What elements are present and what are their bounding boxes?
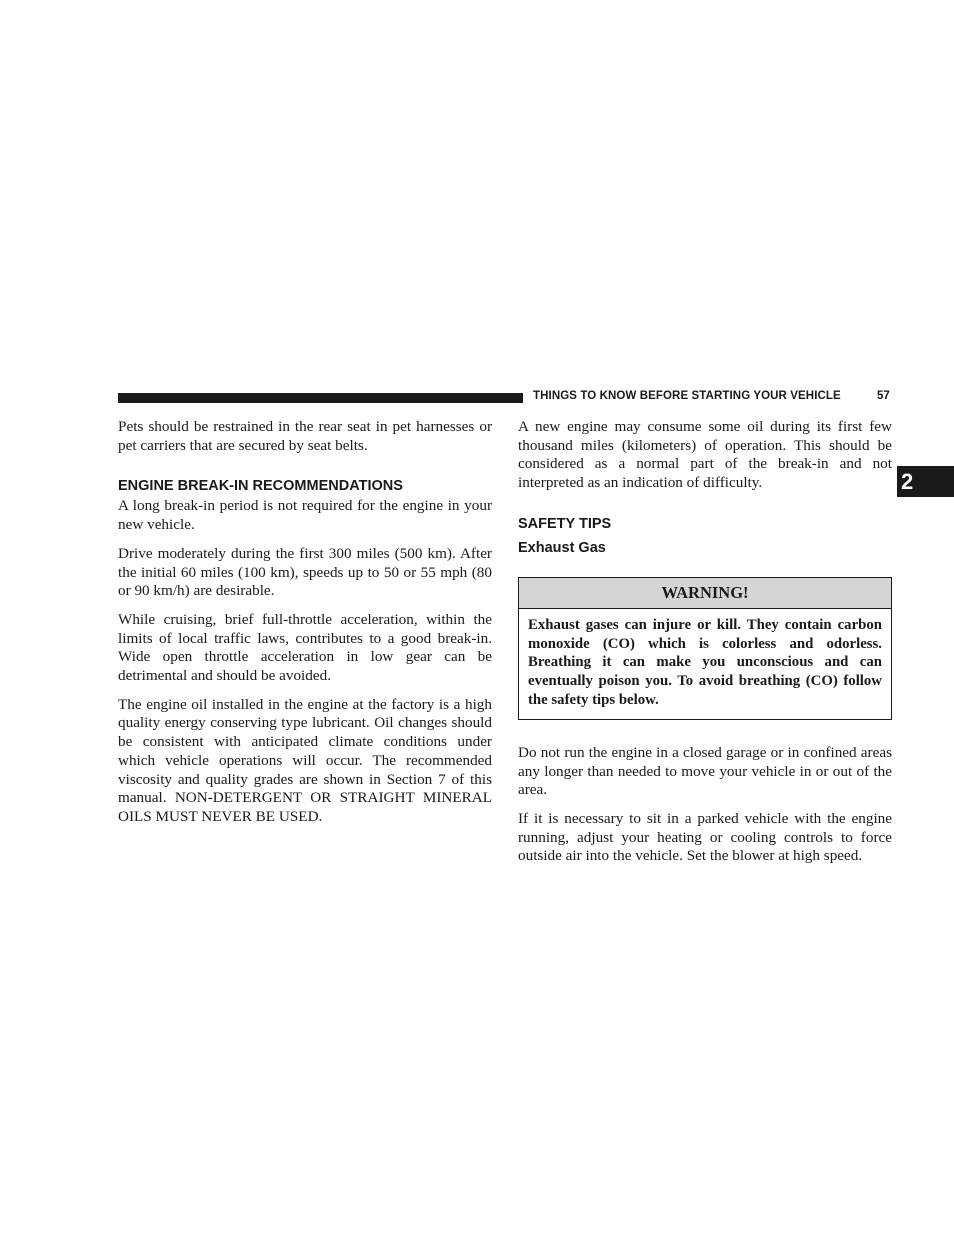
warning-box bbox=[518, 577, 892, 720]
warning-text: Exhaust gases can injure or kill. They contain carbon monoxide (CO) which is colorless and odorless. Breathing it can make you unconscious and can eventually poison you. To avoid breathing (CO) follow the safety tips below. bbox=[528, 616, 882, 708]
section-heading-safety-tips: SAFETY TIPS bbox=[518, 515, 612, 532]
break-in-paragraph-3: While cruising, brief full-throttle acceleration, within the limits of local traffic laws, contributes to a good break-in. Wide open throttle acceleration in low gear can be detrimental and should be avoided. bbox=[118, 610, 492, 685]
running-header: THINGS TO KNOW BEFORE STARTING YOUR VEHICLE bbox=[533, 390, 841, 402]
break-in-paragraph-1: A long break-in period is not required for the engine in your new vehicle. bbox=[118, 497, 492, 534]
subheading-exhaust-gas: Exhaust Gas bbox=[518, 539, 606, 556]
left-column bbox=[118, 418, 492, 837]
header-rule bbox=[118, 393, 523, 403]
section-heading-engine-break-in: ENGINE BREAK-IN RECOMMENDATIONS bbox=[118, 478, 403, 495]
safety-paragraph-2: If it is necessary to sit in a parked vehicle with the engine running, adjust your heating or cooling controls to force outside air into the vehicle. Set the blower at high speed. bbox=[518, 809, 892, 865]
pets-paragraph: Pets should be restrained in the rear seat in pet harnesses or pet carriers that are secured by seat belts. bbox=[118, 418, 492, 454]
warning-title: WARNING! bbox=[519, 578, 891, 609]
break-in-paragraph-2: Drive moderately during the first 300 miles (500 km). After the initial 60 miles (100 km), speeds up to 50 or 55 mph (80 or 90 km/h) are desirable. bbox=[118, 544, 492, 600]
right-column bbox=[518, 418, 892, 876]
chapter-tab: 2 bbox=[897, 466, 954, 497]
oil-consumption-paragraph: A new engine may consume some oil during its first few thousand miles (kilometers) of operation. This should be considered as a normal part of the break-in and not interpreted as an indication of difficulty. bbox=[518, 418, 892, 492]
safety-paragraph-1: Do not run the engine in a closed garage or in confined areas any longer than needed to move your vehicle in or out of the area. bbox=[518, 743, 892, 799]
break-in-paragraph-4: The engine oil installed in the engine at the factory is a high quality energy conserving type lubricant. Oil changes should be consistent with anticipated climate conditions under which vehicle operations will occur. The recommended viscosity and quality grades are shown in Section 7 of this manual. NON-DETERGENT OR STRAIGHT MINERAL OILS MUST NEVER BE USED. bbox=[118, 695, 492, 825]
page-number: 57 bbox=[877, 390, 890, 402]
